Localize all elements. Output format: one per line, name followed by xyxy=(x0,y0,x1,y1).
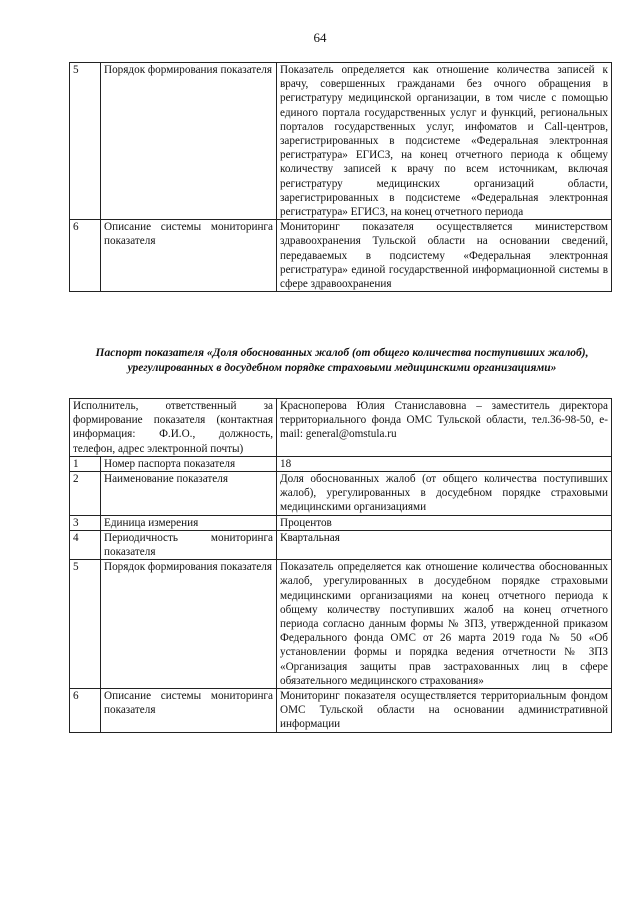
row-number: 2 xyxy=(70,472,101,516)
table-row xyxy=(70,472,612,516)
row-number: 6 xyxy=(70,689,101,733)
row-number: 5 xyxy=(70,560,101,689)
executor-label: Исполнитель, ответственный за формирование показателя (контактная информация: Ф.И.О., должность, телефон, адрес электронной почты) xyxy=(70,399,277,457)
row-label: Номер паспорта показателя xyxy=(101,456,277,471)
row-number: 4 xyxy=(70,530,101,559)
row-label: Порядок формирования показателя xyxy=(101,63,277,220)
indicator-table-continuation xyxy=(69,62,612,292)
row-label: Описание системы мониторинга показателя xyxy=(101,220,277,292)
row-number: 6 xyxy=(70,220,101,292)
table-row xyxy=(70,530,612,559)
table-row xyxy=(70,399,612,457)
row-value: 18 xyxy=(277,456,612,471)
row-number: 1 xyxy=(70,456,101,471)
table-row xyxy=(70,220,612,292)
row-label: Описание системы мониторинга показателя xyxy=(101,689,277,733)
row-value: Показатель определяется как отношение количества обоснованных жалоб, урегулированных в досудебном порядке страховыми медицинскими организациями на конец отчетного периода к общему количеству поступивших жалоб на конец отчетного периода согласно данным формы № ЗПЗ, утвержденной приказом Федерального фонда ОМС от 26 марта 2019 года № 50 «Об установлении формы и порядка ведения отчетности № ЗПЗ «Организация защиты прав застрахованных лиц в сфере обязательного медицинского страхования» xyxy=(277,560,612,689)
row-label: Порядок формирования показателя xyxy=(101,560,277,689)
row-value: Мониторинг показателя осуществляется министерством здравоохранения Тульской области на основании сведений, передаваемых в подсистему «Федеральная электронная регистратура» единой государственной информационной системы в сфере здравоохранения xyxy=(277,220,612,292)
row-value: Квартальная xyxy=(277,530,612,559)
row-value: Мониторинг показателя осуществляется территориальным фондом ОМС Тульской области на основании административной информации xyxy=(277,689,612,733)
row-label: Наименование показателя xyxy=(101,472,277,516)
row-label: Периодичность мониторинга показателя xyxy=(101,530,277,559)
row-value: Доля обоснованных жалоб (от общего количества поступивших жалоб), урегулированных в досудебном порядке страховыми медицинскими организациями xyxy=(277,472,612,516)
row-label: Единица измерения xyxy=(101,515,277,530)
table-row xyxy=(70,63,612,220)
table-row xyxy=(70,689,612,733)
indicator-passport-table xyxy=(69,398,612,733)
passport-title: Паспорт показателя «Доля обоснованных жалоб (от общего количества поступивших жалоб), урегулированных в досудебном порядке страховыми медицинскими организациями» xyxy=(95,347,589,374)
page-number: 64 xyxy=(313,30,327,45)
row-number: 3 xyxy=(70,515,101,530)
row-value: Процентов xyxy=(277,515,612,530)
executor-value: Красноперова Юлия Станиславовна – заместитель директора территориального фонда ОМС Тульской области, тел.36-98-50, e-mail: general@omstula.ru xyxy=(277,399,612,457)
row-value: Показатель определяется как отношение количества записей к врачу, совершенных гражданами без очного обращения в регистратуру медицинской организации, в том числе с помощью единого портала государственных услуг и функций, региональных порталов государственных услуг, инфоматов и Call-центров, зарегистрированных в подсистеме «Федеральная электронная регистратура» ЕГИСЗ, на конец отчетного периода к общему количеству записей к врачу по всем источникам, включая регистратуру медицинских организаций области, зарегистрированных в подсистеме «Федеральная электронная регистратура» ЕГИСЗ, на конец отчетного периода xyxy=(277,63,612,220)
table-row xyxy=(70,515,612,530)
row-number: 5 xyxy=(70,63,101,220)
table-row xyxy=(70,456,612,471)
table-row xyxy=(70,560,612,689)
